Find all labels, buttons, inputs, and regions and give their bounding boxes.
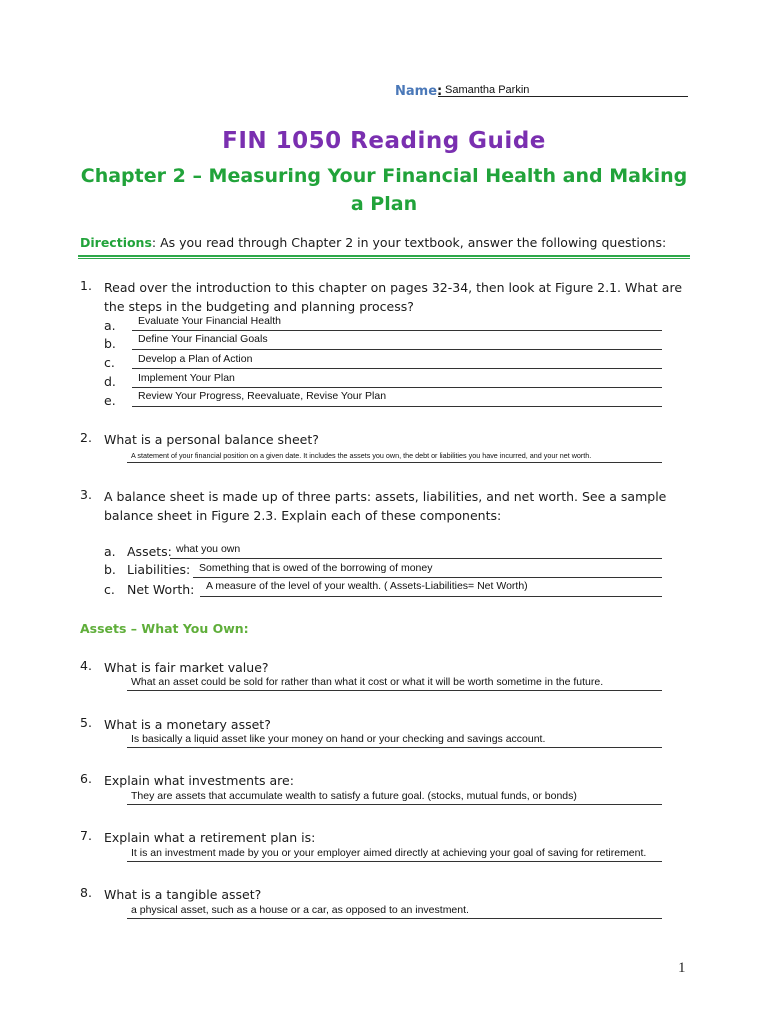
- answer-1b[interactable]: Define Your Financial Goals: [138, 333, 268, 345]
- directions: [80, 235, 666, 250]
- directions-text: : As you read through Chapter 2 in your textbook, answer the following questions:: [151, 235, 667, 250]
- answer-line: [127, 462, 662, 463]
- question-number: 8.: [80, 885, 92, 900]
- answer-line: [132, 368, 662, 369]
- answer-2[interactable]: A statement of your financial position on a given date. It includes the assets you own, the debt or liabilities you have incurred, and your net worth.: [131, 451, 592, 460]
- question-3-text: A balance sheet is made up of three parts: assets, liabilities, and net worth. See a sample balance sheet in Figure 2.3. Explain each of these components:: [104, 489, 667, 523]
- answer-line: [132, 349, 662, 350]
- answer-line: [127, 918, 662, 919]
- answer-line: [193, 577, 662, 578]
- item-letter: c.: [104, 582, 115, 597]
- guide-title: FIN 1050 Reading Guide: [222, 128, 546, 154]
- question-4-text: What is fair market value?: [104, 660, 269, 675]
- name-label: Name:: [395, 84, 443, 99]
- divider-rule: [78, 255, 690, 257]
- question-number: 7.: [80, 828, 92, 843]
- answer-line: [132, 330, 662, 331]
- item-letter: a.: [104, 544, 116, 559]
- question-1-text: Read over the introduction to this chapter on pages 32-34, then look at Figure 2.1. What are the steps in the budgeting and planning process?: [104, 280, 683, 314]
- answer-1c[interactable]: Develop a Plan of Action: [138, 353, 253, 365]
- name-field-value[interactable]: Samantha Parkin: [445, 84, 530, 96]
- answer-line: [127, 804, 662, 805]
- answer-5[interactable]: Is basically a liquid asset like your money on hand or your checking and savings account.: [131, 733, 546, 745]
- question-number: 1.: [80, 278, 92, 293]
- answer-3b[interactable]: Something that is owed of the borrowing of money: [199, 562, 433, 574]
- answer-6[interactable]: They are assets that accumulate wealth to satisfy a future goal. (stocks, mutual funds, or bonds): [131, 790, 577, 802]
- item-letter: b.: [104, 562, 116, 577]
- item-letter: e.: [104, 393, 116, 408]
- item-letter: c.: [104, 355, 115, 370]
- answer-8[interactable]: a physical asset, such as a house or a car, as opposed to an investment.: [131, 904, 469, 916]
- question-5-text: What is a monetary asset?: [104, 717, 271, 732]
- chapter-title: Chapter 2 – Measuring Your Financial Health and Making a Plan: [80, 165, 688, 215]
- answer-line: [132, 406, 662, 407]
- page-number: 1: [678, 960, 686, 976]
- answer-line: [132, 387, 662, 388]
- question-2-text: What is a personal balance sheet?: [104, 432, 319, 447]
- question-6-text: Explain what investments are:: [104, 773, 294, 788]
- answer-3c[interactable]: A measure of the level of your wealth. ( Assets-Liabilities= Net Worth): [206, 580, 528, 592]
- name-field-line: [438, 96, 688, 97]
- answer-1d[interactable]: Implement Your Plan: [138, 372, 235, 384]
- item-letter: a.: [104, 318, 116, 333]
- section-heading: Assets – What You Own:: [80, 621, 249, 636]
- assets-label: Assets:: [127, 544, 172, 559]
- question-7-text: Explain what a retirement plan is:: [104, 830, 316, 845]
- question-number: 2.: [80, 430, 92, 445]
- question-number: 6.: [80, 771, 92, 786]
- net-worth-label: Net Worth:: [127, 582, 195, 597]
- item-letter: d.: [104, 374, 116, 389]
- liabilities-label: Liabilities:: [127, 562, 191, 577]
- answer-4[interactable]: What an asset could be sold for rather than what it cost or what it will be worth sometime in the future.: [131, 676, 604, 688]
- answer-line: [200, 596, 662, 597]
- question-number: 4.: [80, 658, 92, 673]
- answer-1e[interactable]: Review Your Progress, Reevaluate, Revise Your Plan: [138, 390, 387, 402]
- item-letter: b.: [104, 336, 116, 351]
- answer-1a[interactable]: Evaluate Your Financial Health: [138, 315, 282, 327]
- answer-line: [170, 558, 662, 559]
- answer-3a[interactable]: what you own: [176, 543, 241, 555]
- divider-rule-thin: [78, 258, 690, 259]
- answer-line: [127, 690, 662, 691]
- answer-line: [127, 861, 662, 862]
- answer-line: [127, 747, 662, 748]
- question-number: 3.: [80, 487, 92, 502]
- answer-7[interactable]: It is an investment made by you or your employer aimed directly at achieving your goal of saving for retirement.: [131, 847, 647, 859]
- directions-label: Directions: [80, 235, 152, 250]
- question-8-text: What is a tangible asset?: [104, 887, 262, 902]
- question-number: 5.: [80, 715, 92, 730]
